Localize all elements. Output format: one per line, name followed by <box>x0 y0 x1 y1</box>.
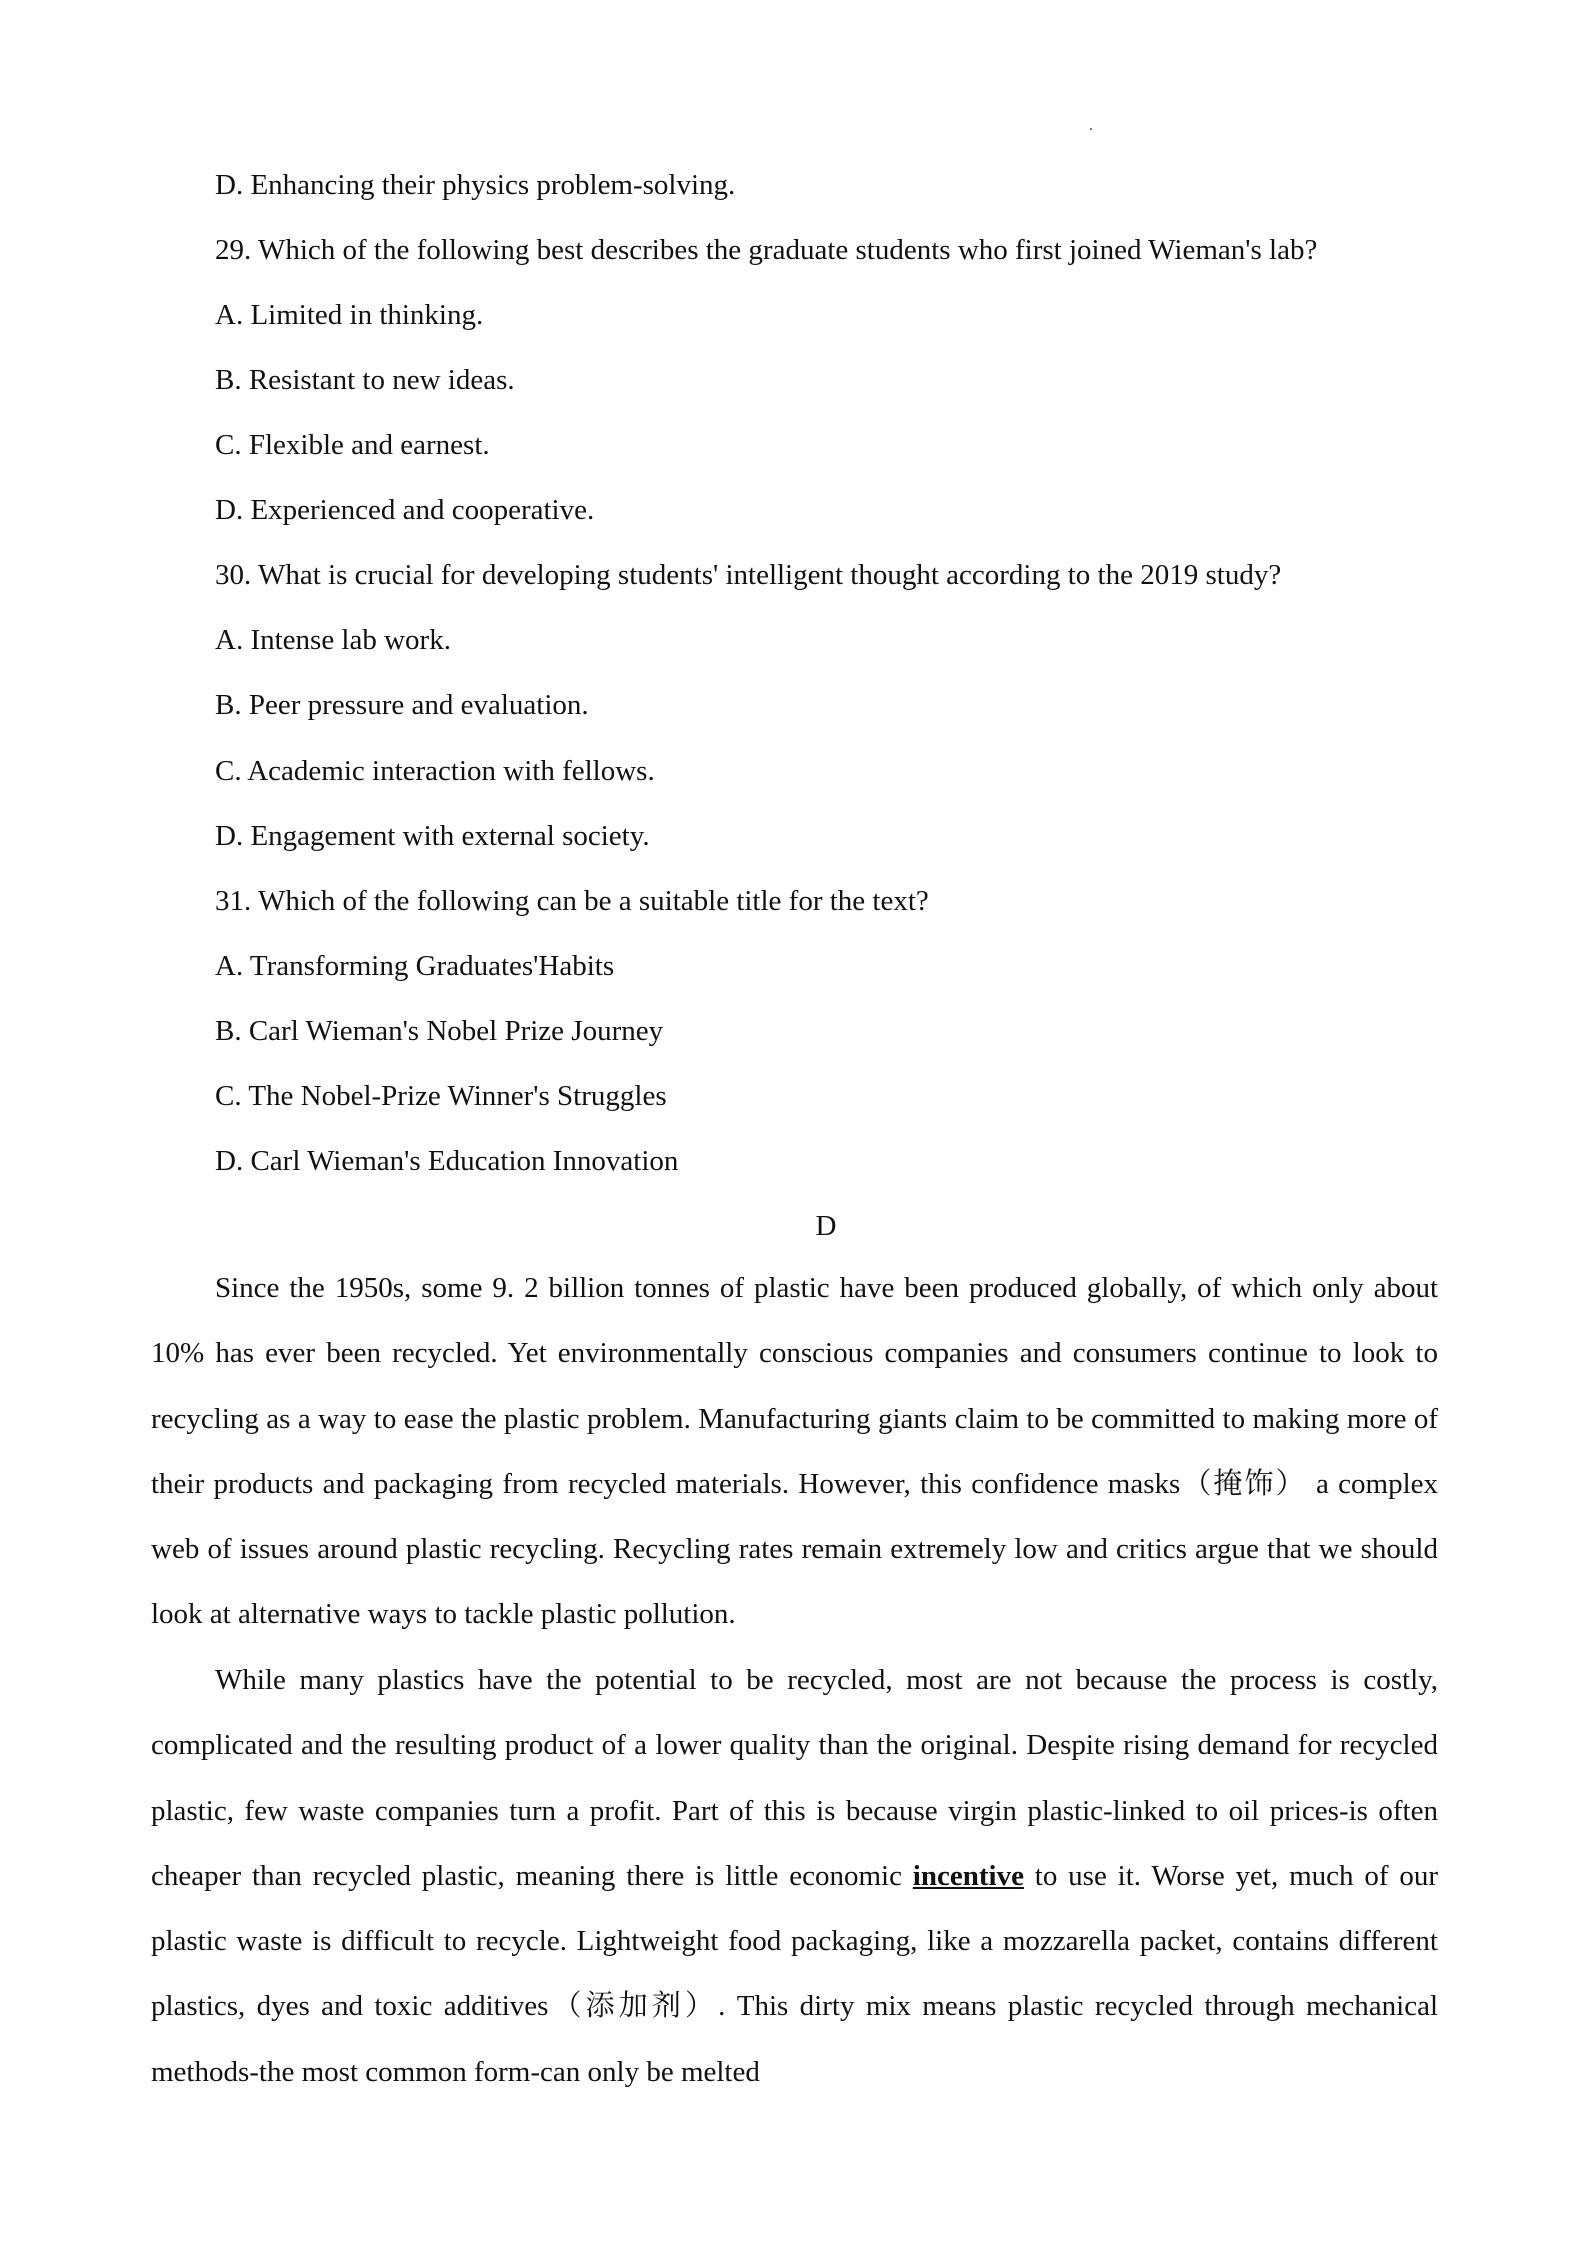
option-31c: C. The Nobel-Prize Winner's Struggles <box>215 1080 667 1112</box>
option-29d: D. Experienced and cooperative. <box>215 494 595 526</box>
question-30: 30. What is crucial for developing students' intelligent thought according to the 2019 study? <box>215 559 1282 591</box>
option-29a: A. Limited in thinking. <box>215 299 484 331</box>
option-31a: A. Transforming Graduates'Habits <box>215 950 615 982</box>
passage-paragraph-1: Since the 1950s, some 9. 2 billion tonnes of plastic have been produced globally, of which only about 10% has ever been recycled. Yet environmentally conscious companies and consumers continue to look to recycling as a way to ease the plastic problem. Manufacturing giants claim to be committed to making more of their products and packaging from recycled materials. However, this confidence masks（掩饰） a complex web of issues around plastic recycling. Recycling rates remain extremely low and critics argue that we should look at alternative ways to tackle plastic pollution. <box>151 1272 1438 1631</box>
section-heading: D <box>815 1210 837 1242</box>
option-30a: A. Intense lab work. <box>215 624 451 656</box>
option-31d: D. Carl Wieman's Education Innovation <box>215 1145 679 1177</box>
option-30c: C. Academic interaction with fellows. <box>215 755 655 787</box>
option-28d: D. Enhancing their physics problem-solving. <box>215 169 736 201</box>
highlighted-keyword: incentive <box>912 1859 1024 1892</box>
paragraph-2-start: While many plastics have the potential to be recycled, most are not because the process is costly, complicated and the resulting product of a lower quality than the original. Despite rising demand for recycled plastic, few waste companies turn a profit. Part of this is because virgin plastic-linked to oil prices-is often cheaper than recycled plastic, meaning there is little economic <box>151 1664 1438 1892</box>
option-31b: B. Carl Wieman's Nobel Prize Journey <box>215 1015 664 1047</box>
question-29: 29. Which of the following best describes the graduate students who first joined Wieman's lab? <box>215 234 1318 266</box>
option-29c: C. Flexible and earnest. <box>215 429 490 461</box>
option-30d: D. Engagement with external society. <box>215 820 650 852</box>
option-30b: B. Peer pressure and evaluation. <box>215 689 589 721</box>
paragraph-2-end: to use it. Worse yet, much of our plastic waste is difficult to recycle. Lightweight food packaging, like a mozzarella packet, contains different plastics, dyes and toxic additives（添加剂）. This dirty mix means plastic recycled through mechanical methods-the most common form-can only be melted <box>151 1859 1438 2088</box>
option-29b: B. Resistant to new ideas. <box>215 364 515 396</box>
scan-speck <box>1090 128 1092 130</box>
question-31: 31. Which of the following can be a suitable title for the text? <box>215 885 929 917</box>
passage-paragraph-2 <box>151 1648 1438 2105</box>
